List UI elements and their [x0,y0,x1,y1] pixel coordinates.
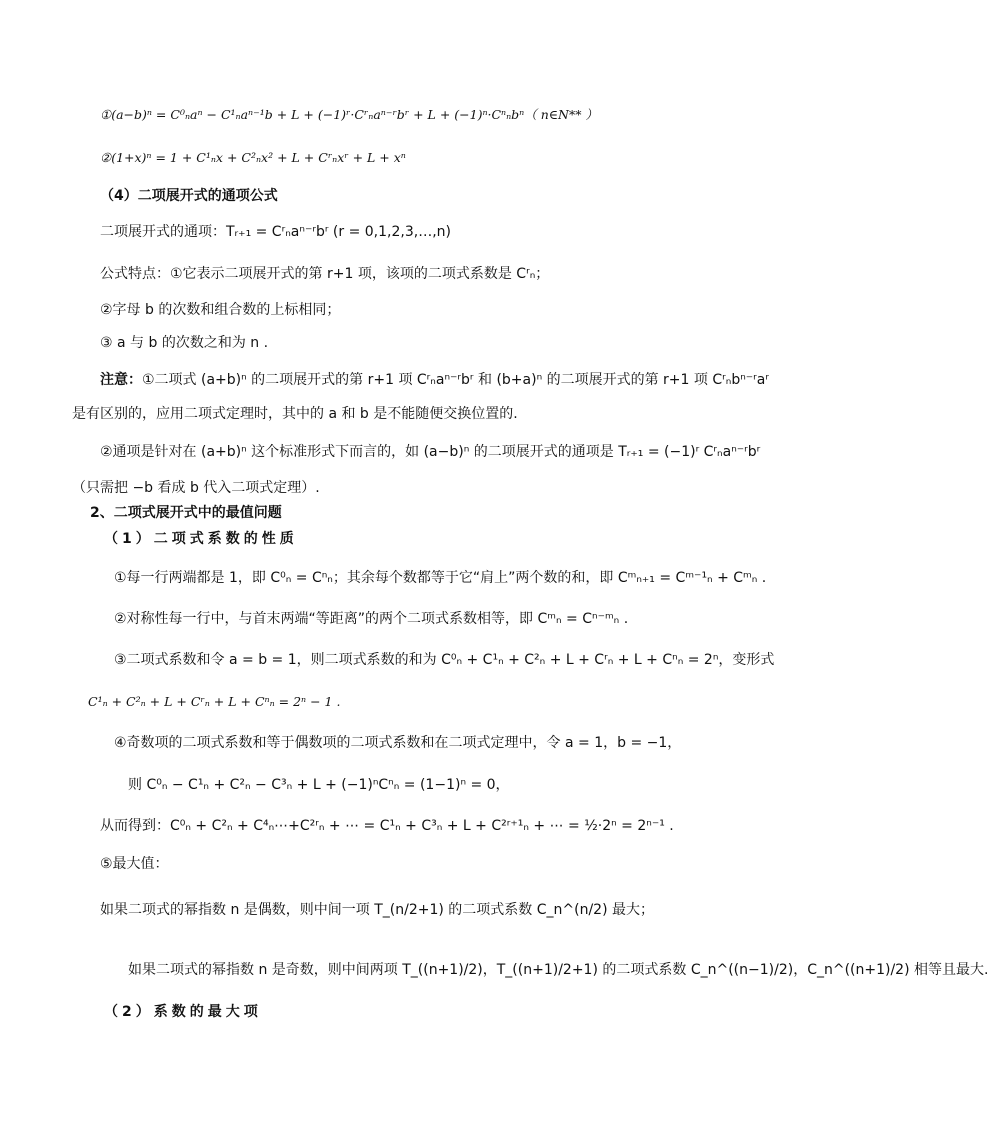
text-property-4: ④奇数项的二项式系数和等于偶数项的二项式系数和在二项式定理中，令 a = 1，b = −1， [114,735,682,751]
text-general-term: 二项展开式的通项：Tᵣ₊₁ = Cʳₙaⁿ⁻ʳbʳ (r = 0,1,2,3,…,n) [100,224,451,240]
text-note-2: ②通项是针对在 (a+b)ⁿ 这个标准形式下而言的，如 (a−b)ⁿ 的二项展开式的通项是 Tᵣ₊₁ = (−1)ʳ Cʳₙaⁿ⁻ʳbʳ [100,444,761,460]
note-text: ①二项式 (a+b)ⁿ 的二项展开式的第 r+1 项 Cʳₙaⁿ⁻ʳbʳ 和 (b+a)ⁿ 的二项展开式的第 r+1 项 Cʳₙbⁿ⁻ʳaʳ [142,372,769,388]
text-max-even: 如果二项式的幂指数 n 是偶数，则中间一项 T_(n/2+1) 的二项式系数 C_n^(n/2) 最大； [100,902,654,918]
text-max-odd: 如果二项式的幂指数 n 是奇数，则中间两项 T_((n+1)/2)，T_((n+1)/2+1) 的二项式系数 C_n^((n−1)/2)，C_n^((n+1)/2) 相等且最大. [128,962,988,978]
text-property-1: ①每一行两端都是 1，即 C⁰ₙ = Cⁿₙ；其余每个数都等于它“肩上”两个数的和，即 Cᵐₙ₊₁ = Cᵐ⁻¹ₙ + Cᵐₙ . [114,570,767,586]
formula-line-2: ②(1+x)ⁿ = 1 + C¹ₙx + C²ₙx² + L + Cʳₙxʳ + L + xⁿ [100,150,406,165]
formula-property-3: C¹ₙ + C²ₙ + L + Cʳₙ + L + Cⁿₙ = 2ⁿ − 1 . [88,694,341,709]
text-note-2-cont: （只需把 −b 看成 b 代入二项式定理）. [72,480,320,496]
text-property-4-eq: 则 C⁰ₙ − C¹ₙ + C²ₙ − C³ₙ + L + (−1)ⁿCⁿₙ = (1−1)ⁿ = 0， [128,777,510,793]
heading-max-term: （2）系数的最大项 [104,1004,262,1020]
heading-coeff-properties: （1）二项式系数的性质 [104,531,298,547]
text-feature-3: ③ a 与 b 的次数之和为 n . [100,335,269,351]
note-label: 注意： [100,372,142,388]
heading-section-2: 2、二项式展开式中的最值问题 [90,505,282,521]
text-note-1 [100,370,769,390]
text-property-4-result: 从而得到：C⁰ₙ + C²ₙ + C⁴ₙ⋯+C²ʳₙ + ⋯ = C¹ₙ + C³ₙ + L + C²ʳ⁺¹ₙ + ⋯ = ½·2ⁿ = 2ⁿ⁻¹ . [100,818,674,834]
text-property-2: ②对称性每一行中，与首末两端“等距离”的两个二项式系数相等，即 Cᵐₙ = Cⁿ⁻ᵐₙ . [114,611,629,627]
text-property-3: ③二项式系数和令 a = b = 1，则二项式系数的和为 C⁰ₙ + C¹ₙ + C²ₙ + L + Cʳₙ + L + Cⁿₙ = 2ⁿ，变形式 [114,652,775,668]
formula-line-1: ①(a−b)ⁿ = C⁰ₙaⁿ − C¹ₙaⁿ⁻¹b + L + (−1)ʳ·Cʳₙaⁿ⁻ʳbʳ + L + (−1)ⁿ·Cⁿₙbⁿ（ n∈N** ） [100,107,598,122]
text-note-1-cont: 是有区别的，应用二项式定理时，其中的 a 和 b 是不能随便交换位置的. [72,406,518,422]
heading-general-term: （4）二项展开式的通项公式 [100,188,278,204]
text-feature-2: ②字母 b 的次数和组合数的上标相同； [100,302,341,318]
text-property-5: ⑤最大值： [100,856,169,872]
text-feature-1: 公式特点：①它表示二项展开式的第 r+1 项，该项的二项式系数是 Cʳₙ； [100,266,550,282]
